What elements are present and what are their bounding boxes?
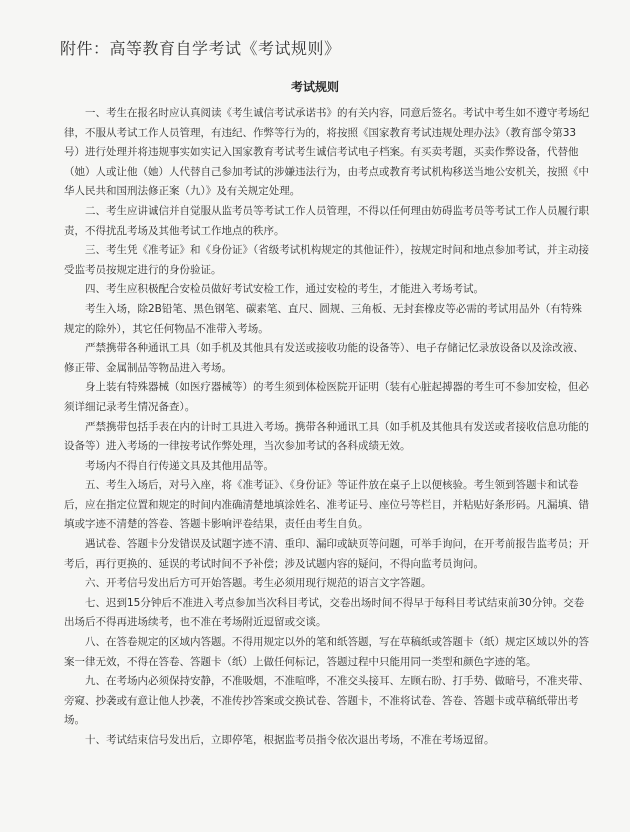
rule-paragraph-12: 六、开考信号发出后方可开始答题。考生必须用现行规范的语言文字答题。 [85, 577, 432, 590]
rule-paragraph-16: 十、考试结束信号发出后，立即停笔，根据监考员指令依次退出考场，不准在考场逗留。 [85, 734, 495, 746]
rule-paragraph-9: 考场内不得自行传递文具及其他用品等。 [85, 459, 274, 472]
rule-paragraph-14: 八、在答卷规定的区域内答题。不得用规定以外的笔和纸答题，写在草稿纸或答题卡（纸）规定区域以外的答案一律无效，不得在答卷、答题卡（纸）上做任何标记，答题过程中只能用同一类型和颜色字迹的笔。 [64, 636, 589, 668]
rule-paragraph-7: 身上装有特殊器械（如医疗器械等）的考生须到体检医院开证明（装有心脏起搏器的考生可不参加安检，但必须详细记录考生情况备查）。 [64, 381, 589, 413]
document-subtitle: 考试规则 [290, 80, 339, 94]
rule-paragraph-15: 九、在考场内必须保持安静，不准吸烟，不准喧哗，不准交头接耳、左顾右盼、打手势、做暗号，不准夹带、旁窥、抄袭或有意让他人抄袭，不准传抄答案或交换试卷、答题卡，不准将试卷、答卷、答题卡或草稿纸带出考场。 [64, 675, 589, 727]
rules-body [64, 104, 589, 751]
rule-paragraph-5: 考生入场，除2B铅笔、黑色钢笔、碳素笔、直尺、圆规、三角板、无封套橡皮等必需的考试用品外（有特殊规定的除外），其它任何物品不准带入考场。 [64, 302, 582, 335]
rule-paragraph-8: 严禁携带包括手表在内的计时工具进入考场。携带各种通讯工具（如手机及其他具有发送或者接收信息功能的设备等）进入考场的一律按考试作弊处理，当次参加考试的各科成绩无效。 [64, 420, 589, 453]
rule-paragraph-13: 七、迟到15分钟后不准进入考点参加当次科目考试，交卷出场时间不得早于每科目考试结束前30分钟。交卷出场后不得再进场续考，也不准在考场附近逗留或交谈。 [64, 596, 585, 629]
rule-paragraph-11: 遇试卷、答题卡分发错误及试题字迹不清、重印、漏印或缺页等问题，可举手询问，在开考前报告监考员；开考后，再行更换的、延误的考试时间不予补偿；涉及试题内容的疑问，不得向监考员询问。 [64, 538, 589, 570]
rule-paragraph-10: 五、考生入场后，对号入座，将《准考证》、《身份证》等证件放在桌子上以便核验。考生领到答题卡和试卷后，应在指定位置和规定的时间内准确清楚地填涂姓名、准考证号、座位号等栏目，并粘贴好条形码。凡漏填、错填或字迹不清楚的答卷、答题卡影响评卷结果，责任由考生自负。 [64, 479, 589, 531]
rule-paragraph-2: 二、考生应讲诚信并自觉服从监考员等考试工作人员管理，不得以任何理由妨碍监考员等考试工作人员履行职责，不得扰乱考场及其他考试工作地点的秩序。 [64, 204, 589, 237]
rule-paragraph-3: 三、考生凭《准考证》和《身份证》（省级考试机构规定的其他证件），按规定时间和地点参加考试，并主动接受监考员按规定进行的身份验证。 [64, 244, 589, 276]
rule-paragraph-6: 严禁携带各种通讯工具（如手机及其他具有发送或接收功能的设备等）、电子存储记忆录放设备以及涂改液、修正带、金属制品等物品进入考场。 [64, 342, 584, 374]
document-title: 附件：高等教育自学考试《考试规则》 [60, 39, 341, 58]
rule-paragraph-4: 四、考生应积极配合安检员做好考试安检工作，通过安检的考生，才能进入考场考试。 [85, 283, 484, 296]
rule-paragraph-1: 一、考生在报名时应认真阅读《考生诚信考试承诺书》的有关内容，同意后签名。考试中考生如不遵守考场纪律，不服从考试工作人员管理，有违纪、作弊等行为的，将按照《国家教育考试违规处理办法》（教育部令第33号）进行处理并将违规事实如实记入国家教育考试考生诚信考试电子档案。有买卖考题，买卖作弊设备，代替他（她）人或让他（她）人代替自己参加考试的涉嫌违法行为，由考点或教育考试机构移送当地公安机关，按照《中华人民共和国刑法修正案（九）》及有关规定处理。 [64, 107, 589, 198]
